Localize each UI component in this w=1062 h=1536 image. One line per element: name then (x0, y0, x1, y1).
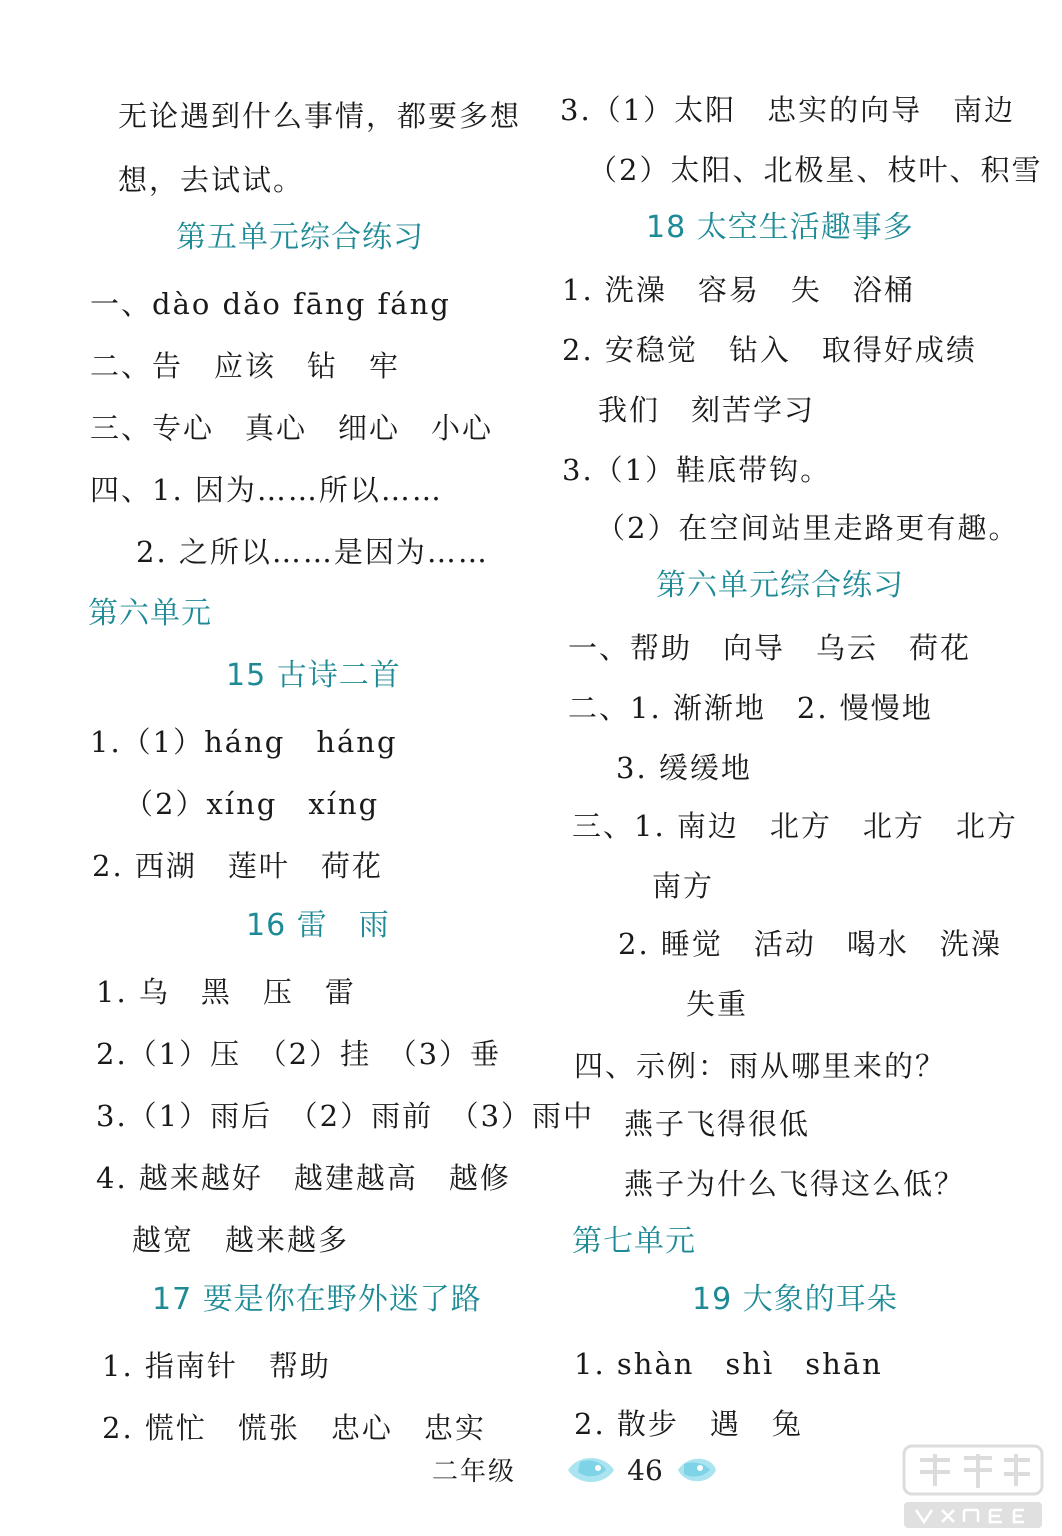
lesson-heading-15: 15 古诗二首 (226, 658, 401, 693)
answer-line: 二、告 应该 钻 牢 (90, 349, 401, 383)
answer-line: 3. 缓缓地 (616, 751, 752, 785)
answer-line: 燕子为什么飞得这么低？ (624, 1167, 966, 1201)
answer-line: 四、示例：雨从哪里来的？ (574, 1049, 947, 1083)
answer-line: 三、专心 真心 细心 小心 (90, 411, 494, 445)
answer-line: 1. shàn shì shān (574, 1347, 883, 1381)
section-heading-unit6: 第六单元 (88, 596, 212, 631)
answer-line: 1. 乌 黑 压 雷 (96, 975, 356, 1009)
answer-line: 3.（1）雨后 （2）雨前 （3）雨中 (96, 1099, 595, 1133)
answer-line: （2）太阳、北极星、枝叶、积雪 (588, 153, 1043, 187)
watermark-logo-icon (898, 1440, 1048, 1532)
answer-line: 4. 越来越好 越建越高 越修 (96, 1161, 511, 1195)
answer-line: 无论遇到什么事情，都要多想 (118, 99, 522, 133)
answer-line: 二、1. 渐渐地 2. 慢慢地 (568, 691, 933, 725)
answer-line: （2）在空间站里走路更有趣。 (596, 511, 1020, 545)
section-heading-unit6-exercise: 第六单元综合练习 (656, 568, 904, 603)
answer-line: 我们 刻苦学习 (598, 393, 816, 427)
answer-line: 燕子飞得很低 (624, 1107, 811, 1141)
answer-line: 一、帮助 向导 乌云 荷花 (568, 631, 972, 665)
answer-line: 3.（1）太阳 忠实的向导 南边 (560, 93, 1016, 127)
answer-line: 1. 洗澡 容易 失 浴桶 (562, 273, 915, 307)
answer-line: 1.（1）háng háng (90, 725, 398, 759)
answer-line: 南方 (652, 869, 715, 903)
answer-line: 三、1. 南边 北方 北方 北方 (572, 809, 1018, 843)
answer-line: 越宽 越来越多 (132, 1223, 350, 1257)
lesson-heading-17: 17 要是你在野外迷了路 (152, 1282, 482, 1317)
answer-line: 2. 睡觉 活动 喝水 洗澡 (618, 927, 1002, 961)
answer-line: 2. 西湖 莲叶 荷花 (92, 849, 383, 883)
answer-line: 2. 散步 遇 兔 (574, 1407, 803, 1441)
answer-line: 想，去试试。 (118, 163, 305, 197)
lesson-heading-18: 18 太空生活趣事多 (646, 210, 914, 245)
answer-line: 2. 安稳觉 钻入 取得好成绩 (562, 333, 977, 367)
answer-line: 1. 指南针 帮助 (102, 1349, 331, 1383)
lesson-heading-19: 19 大象的耳朵 (692, 1282, 898, 1317)
answer-line: 失重 (686, 987, 749, 1021)
grade-label: 二年级 (432, 1457, 517, 1487)
lesson-heading-16: 16 雷 雨 (246, 908, 390, 943)
answer-line: 四、1. 因为……所以…… (90, 473, 443, 507)
answer-line: 一、dào dǎo fāng fáng (90, 287, 451, 321)
answer-line: （2）xíng xíng (124, 787, 380, 821)
section-heading-unit5-exercise: 第五单元综合练习 (176, 220, 424, 255)
answer-line: 2. 之所以……是因为…… (136, 535, 489, 569)
answer-line: 2. 慌忙 慌张 忠心 忠实 (102, 1411, 486, 1445)
answer-line: 2.（1）压 （2）挂 （3）垂 (96, 1037, 502, 1071)
answer-line: 3.（1）鞋底带钩。 (562, 453, 832, 487)
section-heading-unit7: 第七单元 (572, 1224, 696, 1259)
page-number: 46 (627, 1454, 663, 1487)
